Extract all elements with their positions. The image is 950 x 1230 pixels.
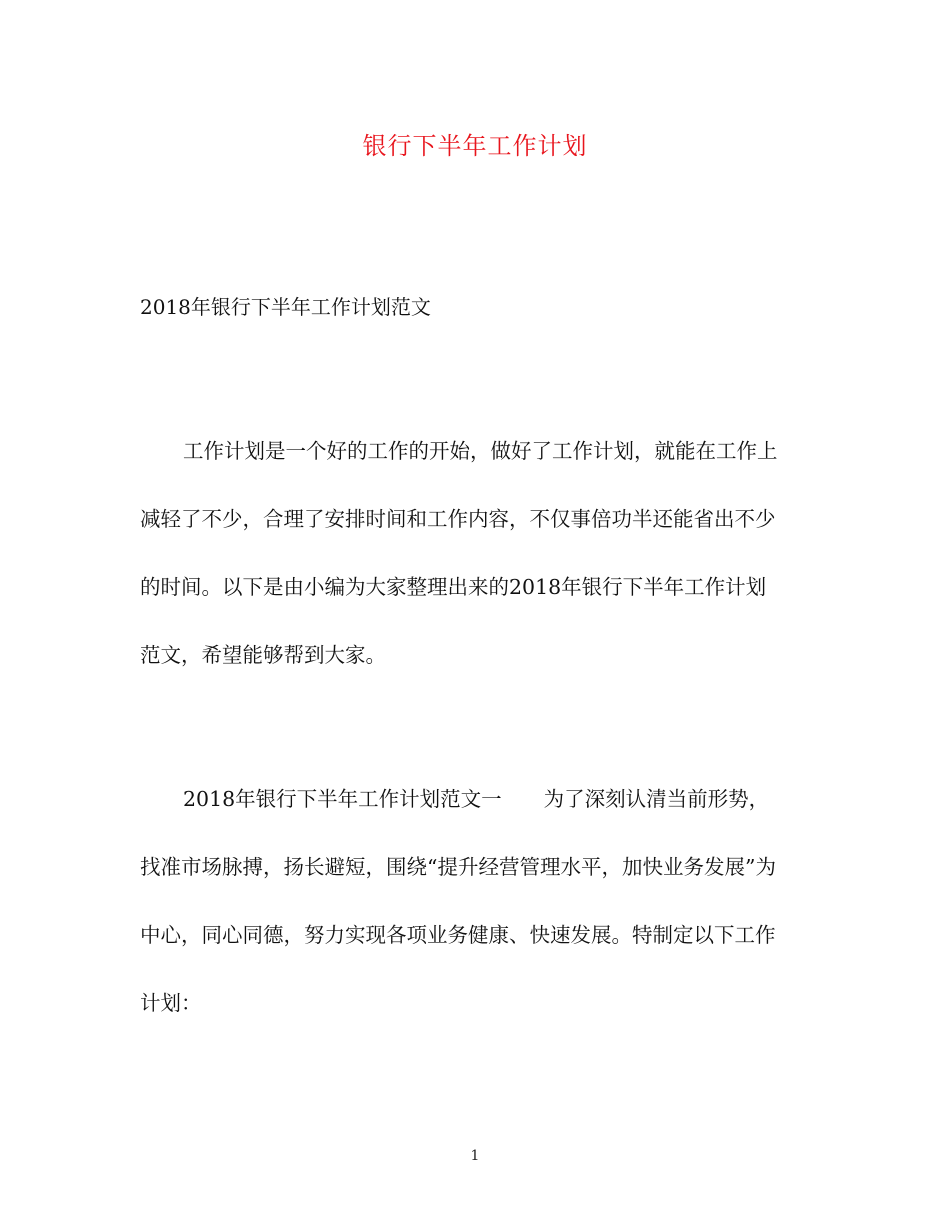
paragraph-first-line xyxy=(183,784,769,814)
paragraph-line: 中心，同心同德，努力实现各项业务健康、快速发展。特制定以下工作 xyxy=(140,923,776,947)
paragraph-line: 范文，希望能够帮到大家。 xyxy=(140,643,386,667)
document-subtitle: 2018年银行下半年工作计划范文 xyxy=(140,295,431,319)
page-number: 1 xyxy=(470,1148,480,1164)
section-heading: 2018年银行下半年工作计划范文一 xyxy=(183,787,502,811)
paragraph-line: 减轻了不少，合理了安排时间和工作内容，不仅事倍功半还能省出不少 xyxy=(140,507,776,531)
paragraph-line-text: 为了深刻认清当前形势， xyxy=(543,787,770,811)
paragraph-line: 的时间。以下是由小编为大家整理出来的2018年银行下半年工作计划 xyxy=(140,575,767,599)
paragraph-line: 计划： xyxy=(140,991,202,1015)
document-title: 银行下半年工作计划 xyxy=(362,132,588,160)
paragraph-line: 工作计划是一个好的工作的开始，做好了工作计划，就能在工作上 xyxy=(183,439,778,463)
paragraph-line: 找准市场脉搏，扬长避短，围绕“提升经营管理水平，加快业务发展”为 xyxy=(140,855,776,879)
